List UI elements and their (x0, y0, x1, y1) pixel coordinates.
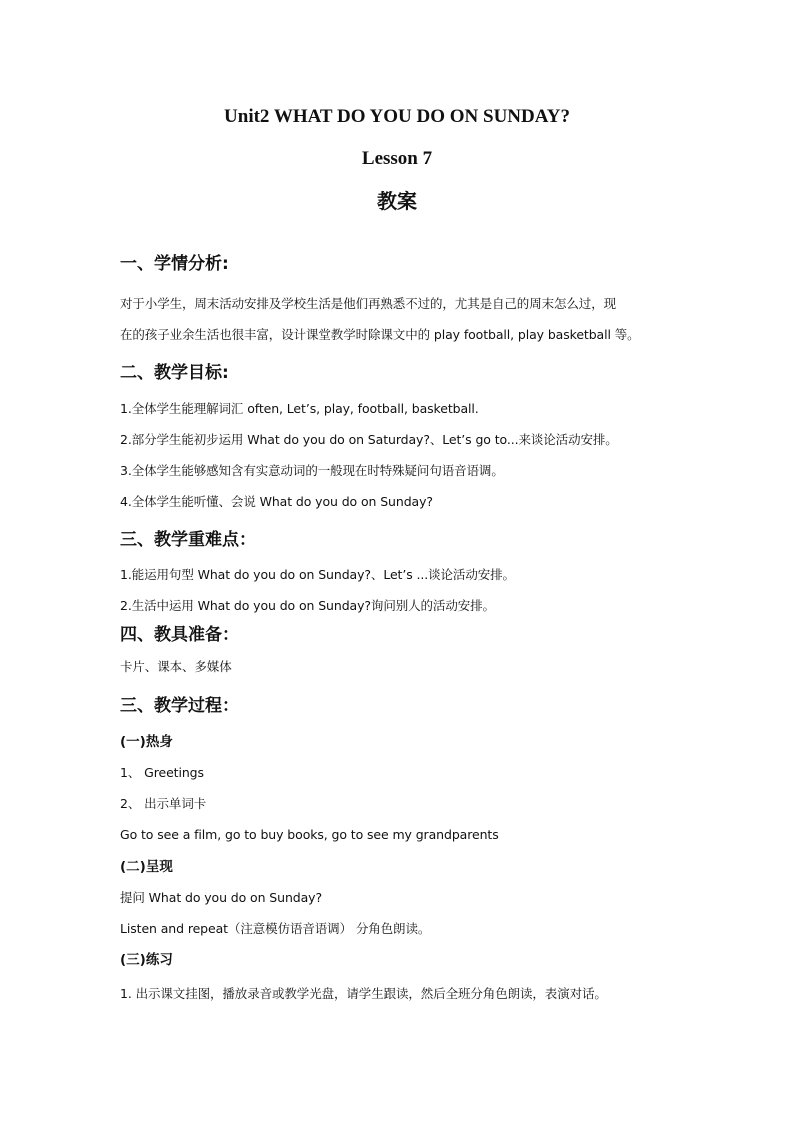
objective-item-1: 1.全体学生能理解词汇 often, Let’s, play, football, basketball. (120, 401, 479, 416)
key-point-item-2: 2.生活中运用 What do you do on Sunday?询问别人的活动安排。 (120, 598, 495, 613)
warmup-item-1: 1、 Greetings (120, 765, 204, 780)
practice-heading: (三)练习 (120, 952, 173, 968)
objectives-heading: 二、教学目标: (120, 363, 229, 383)
presentation-heading: (二)呈现 (120, 859, 173, 875)
warmup-phrase: Go to see a film, go to buy books, go to see my grandparents (120, 827, 499, 842)
materials-text: 卡片、课本、多媒体 (120, 659, 232, 674)
lesson-title: Lesson 7 (361, 148, 433, 169)
objective-item-2: 2.部分学生能初步运用 What do you do on Saturday?、Let’s go to...来谈论活动安排。 (120, 432, 618, 447)
key-points-heading: 三、教学重难点： (120, 530, 256, 550)
objective-item-4: 4.全体学生能听懂、会说 What do you do on Sunday? (120, 494, 433, 509)
analysis-line-1: 对于小学生，周末活动安排及学校生活是他们再熟悉不过的，尤其是自己的周末怎么过，现 (120, 296, 617, 311)
document-subtitle: 教案 (377, 189, 417, 213)
analysis-heading: 一、学情分析: (120, 254, 229, 274)
key-point-item-1: 1.能运用句型 What do you do on Sunday?、Let’s ...谈论活动安排。 (120, 567, 515, 582)
presentation-line-2: Listen and repeat（注意模仿语音语调） 分角色朗读。 (120, 921, 431, 936)
practice-line-1: 1. 出示课文挂图，播放录音或教学光盘，请学生跟读，然后全班分角色朗读，表演对话。 (120, 986, 607, 1001)
objective-item-3: 3.全体学生能够感知含有实意动词的一般现在时特殊疑问句语音语调。 (120, 463, 504, 478)
unit-title: Unit2 WHAT DO YOU DO ON SUNDAY? (224, 106, 570, 127)
warmup-heading: (一)热身 (120, 734, 173, 750)
analysis-line-2: 在的孩子业余生活也很丰富，设计课堂教学时除课文中的 play football, play basketball 等。 (120, 327, 640, 342)
warmup-item-2: 2、 出示单词卡 (120, 796, 207, 811)
process-heading: 三、教学过程： (120, 696, 239, 716)
materials-heading: 四、教具准备： (120, 625, 239, 645)
presentation-line-1: 提问 What do you do on Sunday? (120, 890, 322, 905)
